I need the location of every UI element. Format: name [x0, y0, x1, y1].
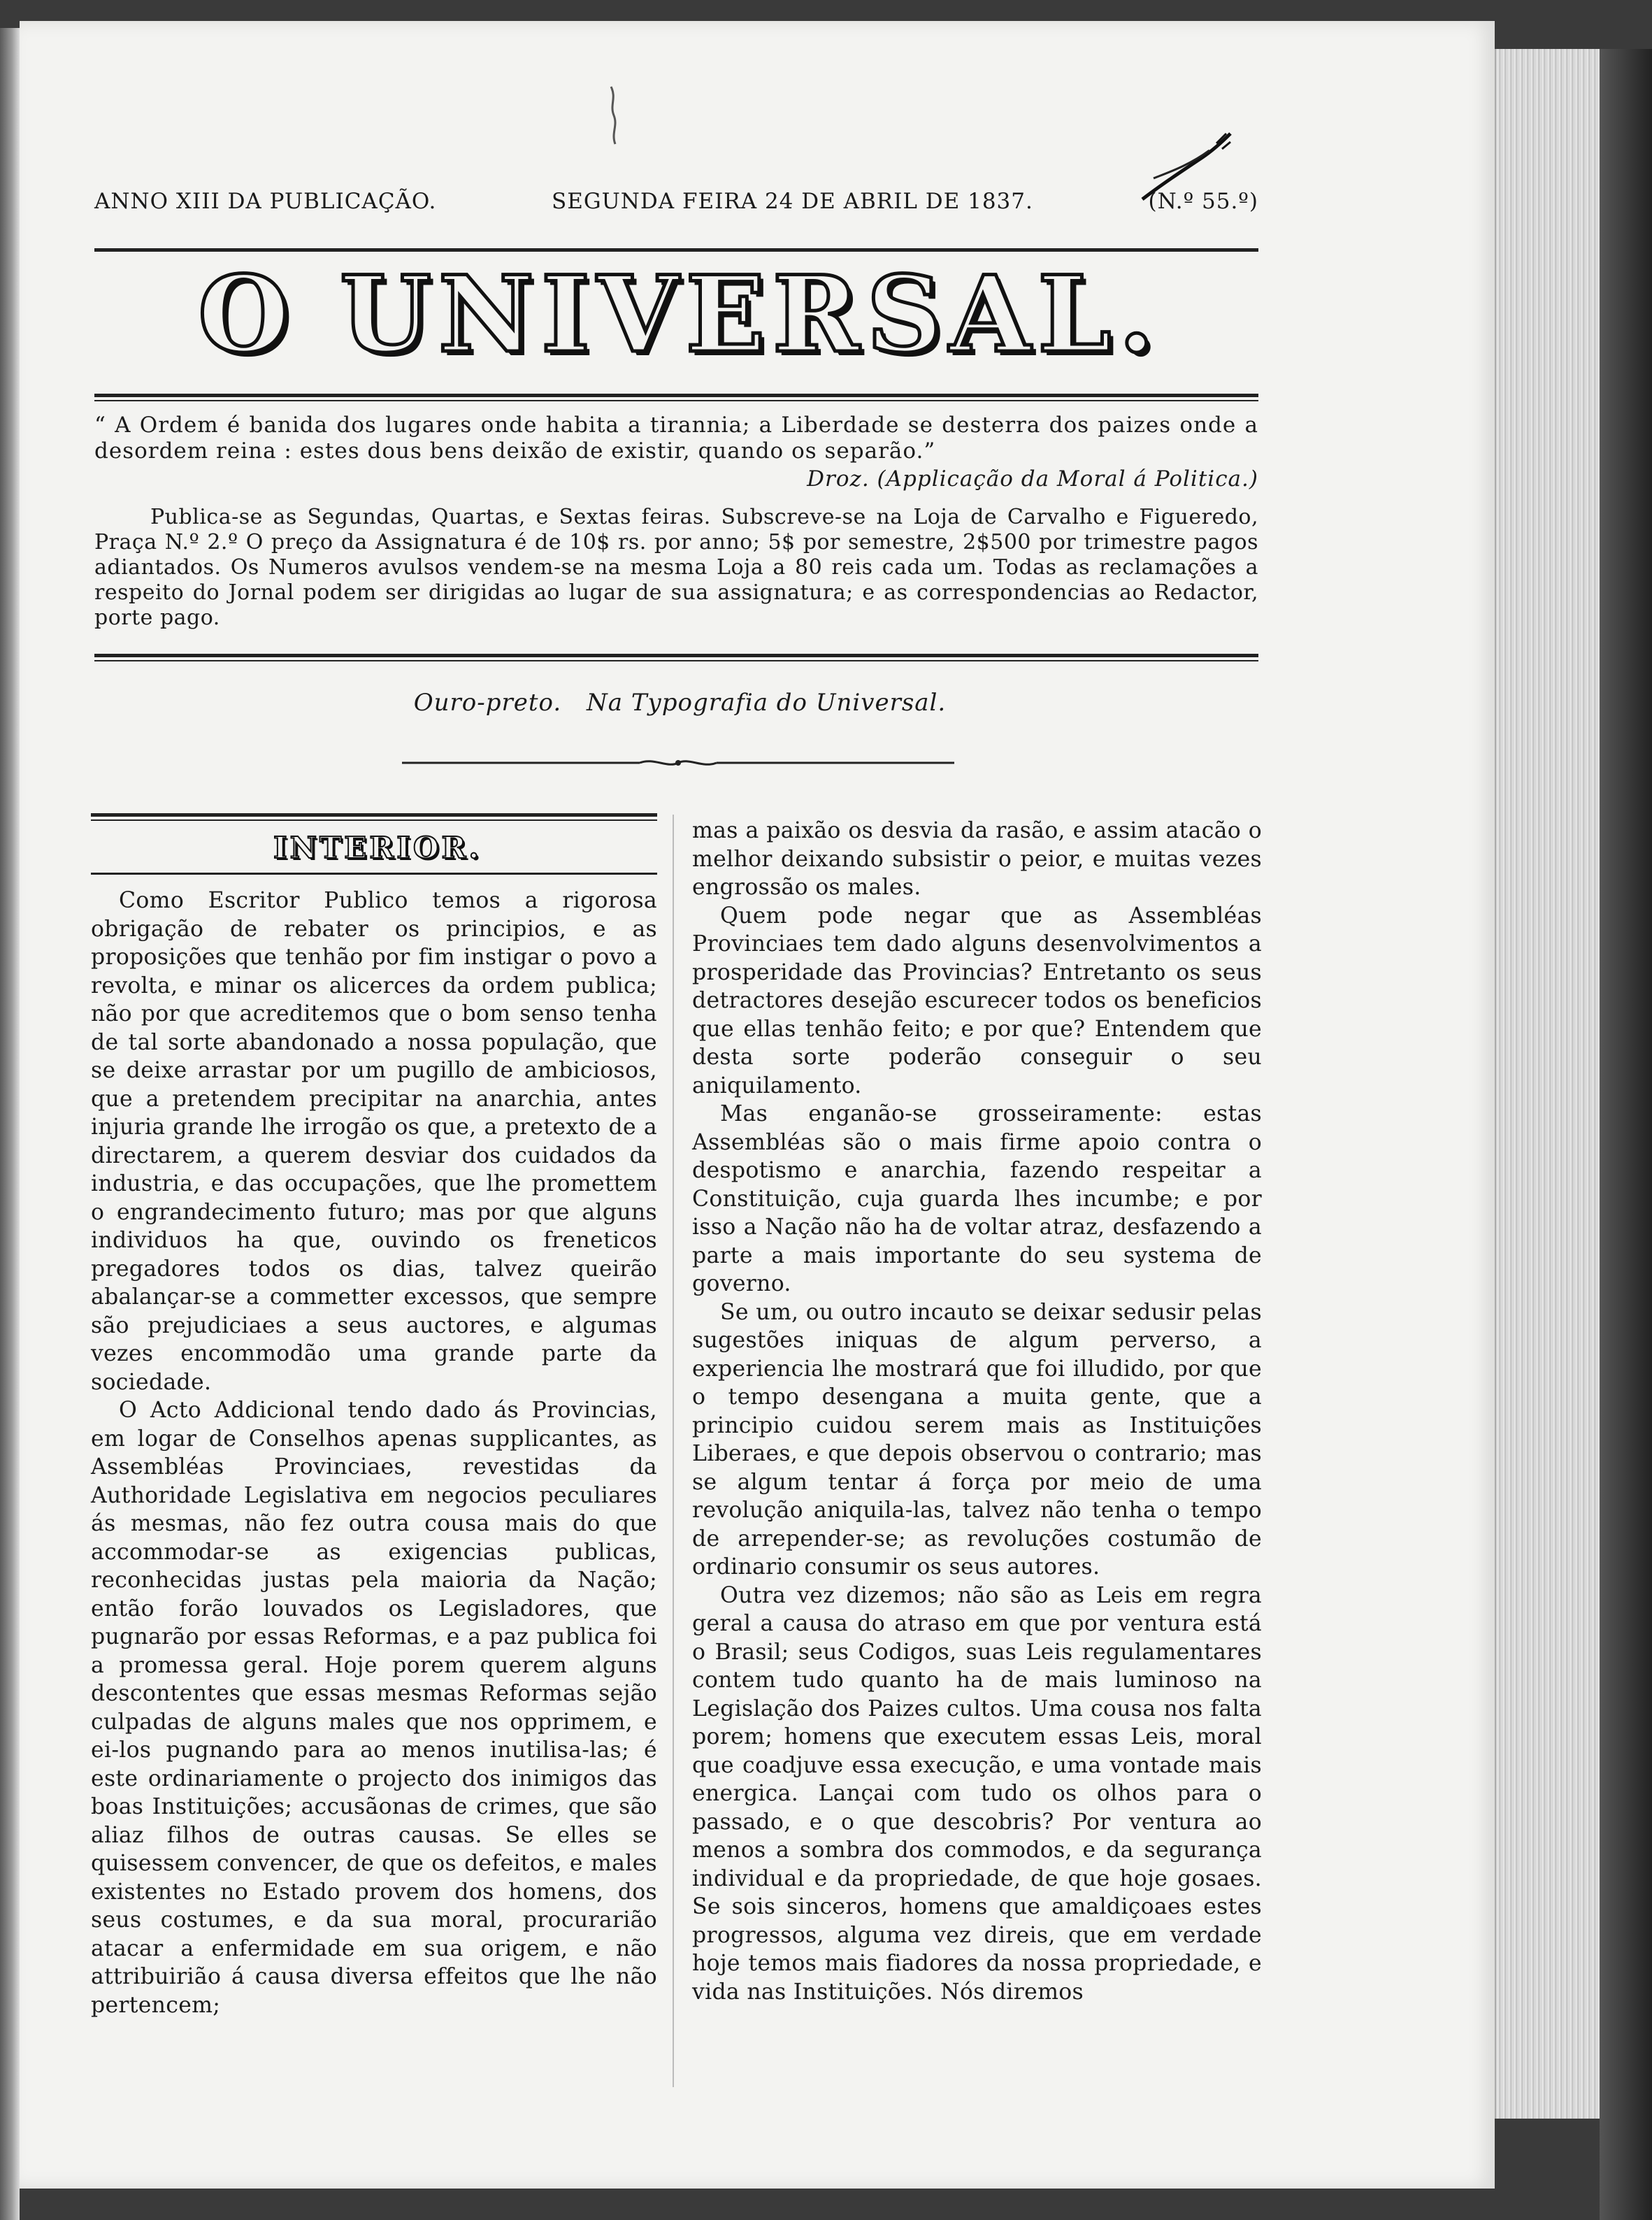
imprint-place: Ouro-preto.: [413, 689, 562, 717]
masthead-rule: [94, 394, 1258, 401]
article-right-column: [692, 817, 1262, 2006]
article-paragraph: Quem pode negar que as Assembléas Provinciaes tem dado alguns desenvolvimentos a prosperidade das Provincias? Entretanto os seus detractores desejão escurecer todos os beneficios que ellas tenhão feito; e por que? Entendem que desta sorte poderão conseguir o seu aniquilamento.: [692, 903, 1262, 1098]
imprint-press: Na Typografia do Universal.: [587, 689, 947, 717]
subscription-notice: Publica-se as Segundas, Quartas, e Sextas feiras. Subscreve-se na Loja de Carvalho e Figueredo, Praça N.º 2.º O preço da Assignatura é de 10$ rs. por anno; 5$ por semestre, 2$500 por trimestre pagos adiantados. Os Numeros avulsos vendem-se na mesma Loja a 80 reis cada um. Todas as reclamações a respeito do Jornal podem ser dirigidas ao lugar de sua assignatura; e as correspondencias ao Redactor, porte pago.: [94, 505, 1258, 630]
article-paragraph: Como Escritor Publico temos a rigorosa obrigação de rebater os principios, e as proposições que tenhão por fim instigar o povo a revolta, e minar os alicerces da ordem publica; não por que acreditemos que o bom senso tenha de tal sorte abandonado a nossa população, que se deixe arrastar por um pugillo de ambiciosos, que a pretendem precipitar na anarchia, antes injuria grande lhe irrogão os que, a pretexto de a directarem, a querem desviar dos cuidados da industria, e das occupações, que lhe promettem o engrandecimento futuro; mas por que alguns individuos ha que, ouvindo os freneticos pregadores todos os dias, talvez queirão abalançar-se a commetter excessos, que sempre são prejudiciaes a seus auctores, e algumas vezes encommodão uma grande parte da sociedade.: [91, 888, 657, 1395]
epigraph-source: Droz. (Applicação da Moral á Politica.): [807, 466, 1258, 492]
volume-label: ANNO XIII DA PUBLICAÇÃO.: [94, 189, 437, 214]
column-divider: [673, 815, 674, 2087]
article-paragraph: Se um, ou outro incauto se deixar sedusir pelas sugestões iniquas de algum perverso, a experiencia lhe mostrará que foi illudido, por que o tempo desengana a muita gente, que a principio cuidou serem mais as Instituições Liberaes, e que depois observou o contrario; mas se algum tentar á força por meio de uma revolução aniquila-las, talvez não tenha o tempo de arrepender-se; as revoluções costumão de ordinario consumir os seus autores.: [692, 1299, 1262, 1580]
article-paragraph: mas a paixão os desvia da rasão, e assim atacão o melhor deixando subsistir o peior, e muitas vezes engrossão os males.: [692, 818, 1262, 900]
section-rule: [91, 873, 657, 875]
imprint-line: [0, 689, 1360, 717]
article-left-column: [91, 887, 657, 2019]
issue-header: [94, 189, 1258, 217]
book-page-edges: [1495, 49, 1601, 2119]
masthead-title: O UNIVERSAL.: [198, 253, 1162, 376]
article-paragraph: Mas enganão-se grosseiramente: estas Assembléas são o mais firme apoio contra o despotismo e anarchia, fazendo respeitar a Constituição, cuja guarda lhes incumbe; e por isso a Nação não ha de voltar atraz, desfazendo a parte a mais importante do seu systema de governo.: [692, 1101, 1262, 1296]
book-cover-edge: [1600, 49, 1652, 2220]
issue-date: SEGUNDA FEIRA 24 DE ABRIL DE 1837.: [552, 189, 1033, 214]
notice-rule: [94, 654, 1258, 661]
article-paragraph: O Acto Addicional tendo dado ás Provincias, em logar de Conselhos apenas supplicantes, as Assembléas Provinciaes, revestidas da Authoridade Legislativa em negocios peculiares ás mesmas, não fez outra cousa mais do que accommodar-se as exigencias publicas, reconhecidas justas pela maioria da Nação; então forão louvados os Legisladores, que pugnarão por essas Reformas, e a paz publica foi a promessa geral. Hoje porem querem alguns descontentes que essas mesmas Reformas sejão culpadas de alguns males que nos opprimem, e ei-los pugnando para ao menos inutilisa-las; é este ordinariamente o projecto dos inimigos das boas Instituições; accusãonas de crimes, que são aliaz filhos de outras causas. Se elles se quisessem convencer, de que os defeitos, e males existentes no Estado provem dos homens, dos seus costumes, e da sua moral, procurarião atacar a enfermidade em sua origem, e não attribuirião á causa diversa effeitos que lhe não pertencem;: [91, 1398, 657, 2018]
column-top-rule: [91, 813, 657, 821]
issue-number: (N.º 55.º): [1148, 189, 1258, 214]
article-paragraph: Outra vez dizemos; não são as Leis em regra geral a causa do atraso em que por ventura está o Brasil; seus Codigos, suas Leis regulamentares contem tudo quanto ha de mais luminoso na Legislação dos Paizes cultos. Uma cousa nos falta porem; homens que executem essas Leis, moral que coadjuve essa execução, e uma vontade mais energica. Lançai com tudo os olhos para o passado, e o que descobris? Por ventura ao menos a sombra dos commodos, e da segurança individual e da propriedade, de que hoje gosaes. Se sois sinceros, homens que amaldiçoaes estes progressos, alguma vez direis, que em verdade hoje temos mais fiadores da nossa propriedade, e vida nas Instituições. Nós diremos: [692, 1582, 1262, 2005]
ornamental-divider: [402, 759, 954, 767]
epigraph: “ A Ordem é banida dos lugares onde habita a tirannia; a Liberdade se desterra dos paizes onde a desordem reina : estes dous bens deixão de existir, quando os separão.”: [94, 413, 1258, 464]
header-rule: [94, 248, 1258, 252]
section-title: INTERIOR.: [273, 831, 482, 865]
pencil-mark: [607, 84, 621, 147]
